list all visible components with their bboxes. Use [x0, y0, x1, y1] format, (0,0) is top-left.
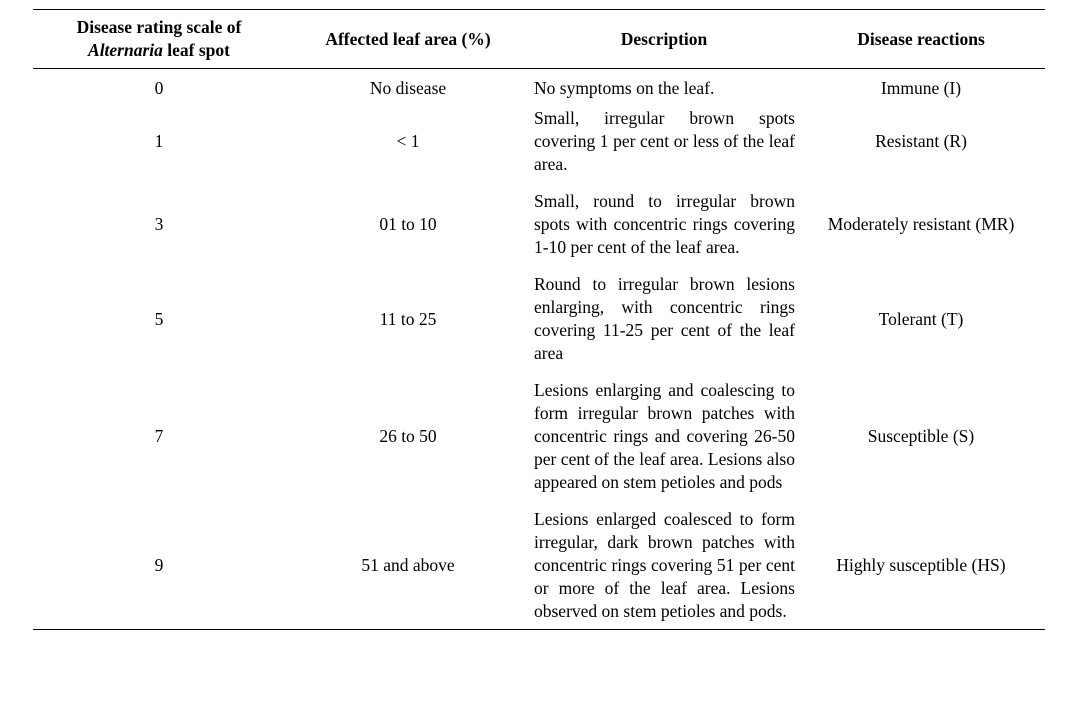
table-row	[33, 372, 1045, 501]
header-reaction: Disease reactions	[857, 28, 985, 49]
cell-description: Round to irregular brown lesions enlarging, with concentric rings covering 11-25 per cent of the leaf area	[534, 274, 795, 363]
disease-rating-table-container	[33, 9, 1045, 630]
disease-rating-table	[33, 9, 1045, 630]
cell-area: 01 to 10	[379, 214, 437, 234]
header-row	[33, 10, 1045, 69]
cell-scale: 3	[154, 214, 164, 234]
cell-reaction: Highly susceptible (HS)	[836, 555, 1006, 575]
cell-reaction: Resistant (R)	[875, 131, 967, 151]
cell-area: 11 to 25	[379, 308, 437, 329]
table-row	[33, 107, 1045, 183]
cell-scale: 1	[154, 131, 164, 151]
cell-reaction: Moderately resistant (MR)	[827, 214, 1015, 234]
cell-scale: 0	[154, 78, 164, 98]
cell-description: Lesions enlarging and coalescing to form irregular brown patches with concentric rings and covering 26-50 per cent of the leaf area. Lesions also appeared on stem petioles and pods	[534, 380, 795, 492]
cell-reaction: Immune (I)	[880, 78, 962, 98]
cell-scale: 5	[154, 308, 164, 329]
header-scale-italic: Alternaria	[88, 40, 163, 60]
cell-reaction: Tolerant (T)	[878, 308, 964, 329]
header-scale-line1: Disease rating scale of	[76, 17, 242, 37]
cell-area: 26 to 50	[379, 426, 437, 446]
cell-scale: 7	[154, 426, 164, 446]
cell-reaction: Susceptible (S)	[867, 426, 975, 446]
cell-description: No symptoms on the leaf.	[534, 78, 715, 98]
table-row	[33, 69, 1045, 108]
cell-area: No disease	[369, 78, 447, 98]
header-scale-line2-rest: leaf spot	[162, 40, 230, 60]
table-row	[33, 501, 1045, 630]
table-row	[33, 183, 1045, 266]
header-scale	[33, 10, 285, 69]
table-header	[33, 10, 1045, 69]
cell-area: < 1	[396, 131, 420, 151]
header-area: Affected leaf area (%)	[325, 28, 491, 49]
cell-description: Small, round to irregular brown spots with concentric rings covering 1-10 per cent of the leaf area.	[534, 191, 795, 257]
cell-description: Small, irregular brown spots covering 1 per cent or less of the leaf area.	[534, 108, 795, 174]
cell-scale: 9	[154, 555, 164, 575]
cell-area: 51 and above	[361, 555, 455, 575]
table-body	[33, 69, 1045, 630]
cell-description: Lesions enlarged coalesced to form irregular, dark brown patches with concentric rings covering 51 per cent or more of the leaf area. Lesions observed on stem petioles and pods.	[534, 509, 795, 621]
header-description: Description	[620, 28, 708, 49]
table-row	[33, 266, 1045, 372]
